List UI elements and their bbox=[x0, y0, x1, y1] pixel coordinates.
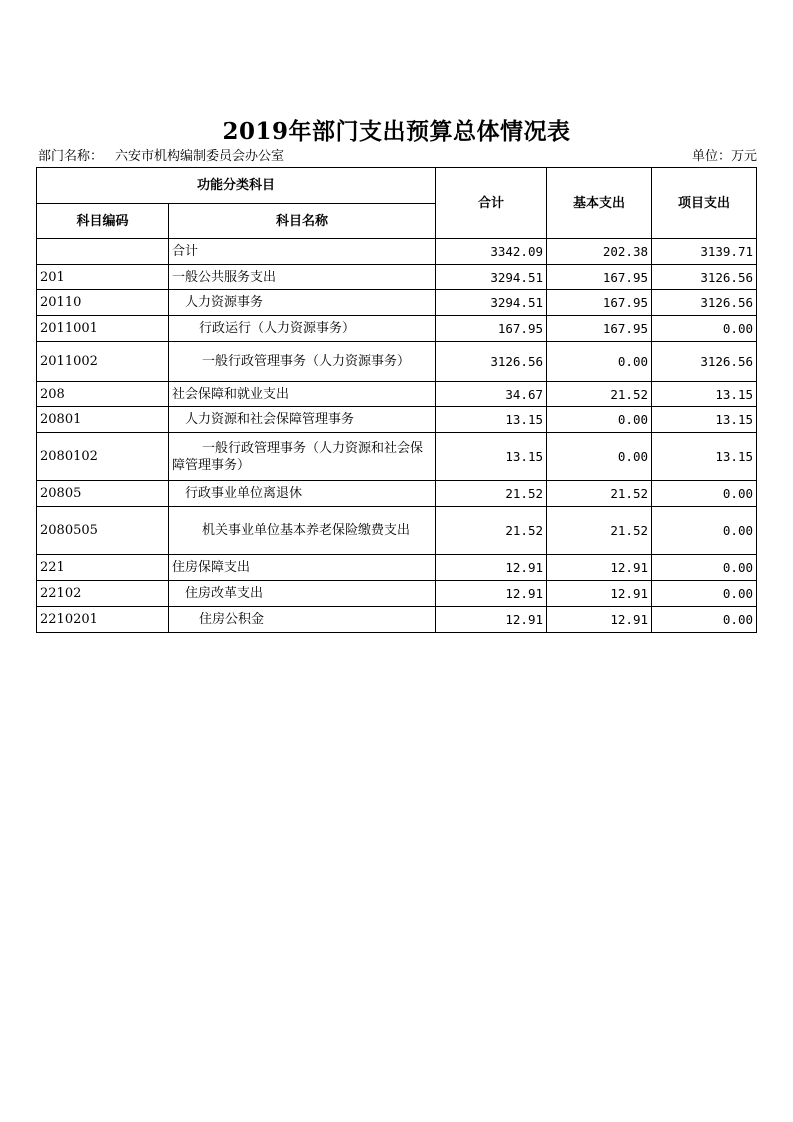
subject-code-cell: 2011001 bbox=[37, 316, 169, 342]
table-row bbox=[37, 407, 757, 433]
subject-code-cell: 2080102 bbox=[37, 433, 169, 481]
basic-expenditure-cell: 0.00 bbox=[547, 407, 652, 433]
project-expenditure-cell: 13.15 bbox=[652, 407, 757, 433]
total-cell: 13.15 bbox=[436, 407, 547, 433]
project-expenditure-cell: 13.15 bbox=[652, 382, 757, 407]
table-row bbox=[37, 481, 757, 507]
basic-expenditure-cell: 0.00 bbox=[547, 342, 652, 382]
project-expenditure-cell: 3139.71 bbox=[652, 239, 757, 265]
unit-label: 单位：万元 bbox=[691, 149, 757, 164]
project-expenditure-cell: 3126.56 bbox=[652, 290, 757, 316]
project-expenditure-cell: 0.00 bbox=[652, 481, 757, 507]
subject-code-cell: 221 bbox=[37, 555, 169, 581]
subject-name-cell: 一般公共服务支出 bbox=[169, 265, 436, 290]
basic-expenditure-cell: 21.52 bbox=[547, 382, 652, 407]
basic-expenditure-cell: 202.38 bbox=[547, 239, 652, 265]
basic-expenditure-cell: 21.52 bbox=[547, 507, 652, 555]
subject-name-cell: 社会保障和就业支出 bbox=[169, 382, 436, 407]
header-subject-name: 科目名称 bbox=[169, 204, 436, 239]
basic-expenditure-cell: 0.00 bbox=[547, 433, 652, 481]
department-name: 六安市机构编制委员会办公室 bbox=[115, 149, 285, 164]
basic-expenditure-cell: 167.95 bbox=[547, 290, 652, 316]
project-expenditure-cell: 0.00 bbox=[652, 555, 757, 581]
total-cell: 12.91 bbox=[436, 607, 547, 633]
table-row bbox=[37, 239, 757, 265]
total-cell: 3342.09 bbox=[436, 239, 547, 265]
table-row bbox=[37, 507, 757, 555]
header-basic-expenditure: 基本支出 bbox=[547, 168, 652, 239]
table-row bbox=[37, 342, 757, 382]
project-expenditure-cell: 3126.56 bbox=[652, 265, 757, 290]
subject-code-cell: 20801 bbox=[37, 407, 169, 433]
subject-name-cell: 人力资源事务 bbox=[169, 290, 436, 316]
subject-name-cell: 行政运行（人力资源事务） bbox=[169, 316, 436, 342]
total-cell: 167.95 bbox=[436, 316, 547, 342]
subject-code-cell: 2080505 bbox=[37, 507, 169, 555]
table-row bbox=[37, 316, 757, 342]
table-row bbox=[37, 433, 757, 481]
subject-code-cell: 20110 bbox=[37, 290, 169, 316]
project-expenditure-cell: 0.00 bbox=[652, 316, 757, 342]
total-cell: 3294.51 bbox=[436, 265, 547, 290]
total-cell: 12.91 bbox=[436, 555, 547, 581]
basic-expenditure-cell: 167.95 bbox=[547, 316, 652, 342]
subject-code-cell: 2011002 bbox=[37, 342, 169, 382]
basic-expenditure-cell: 167.95 bbox=[547, 265, 652, 290]
subject-code-cell bbox=[37, 239, 169, 265]
subject-name-cell: 行政事业单位离退休 bbox=[169, 481, 436, 507]
subject-name-cell: 住房改革支出 bbox=[169, 581, 436, 607]
department-line bbox=[38, 149, 284, 165]
header-project-expenditure: 项目支出 bbox=[652, 168, 757, 239]
basic-expenditure-cell: 21.52 bbox=[547, 481, 652, 507]
page-title: 2019年部门支出预算总体情况表 bbox=[222, 118, 571, 145]
table-row bbox=[37, 581, 757, 607]
subject-name-cell: 住房公积金 bbox=[169, 607, 436, 633]
header-subject-code: 科目编码 bbox=[37, 204, 169, 239]
total-cell: 3126.56 bbox=[436, 342, 547, 382]
subject-name-cell: 住房保障支出 bbox=[169, 555, 436, 581]
total-cell: 34.67 bbox=[436, 382, 547, 407]
header-function-category: 功能分类科目 bbox=[37, 168, 436, 204]
basic-expenditure-cell: 12.91 bbox=[547, 581, 652, 607]
subject-name-cell: 合计 bbox=[169, 239, 436, 265]
project-expenditure-cell: 0.00 bbox=[652, 507, 757, 555]
basic-expenditure-cell: 12.91 bbox=[547, 555, 652, 581]
subject-code-cell: 20805 bbox=[37, 481, 169, 507]
project-expenditure-cell: 3126.56 bbox=[652, 342, 757, 382]
subject-name-cell: 一般行政管理事务（人力资源事务） bbox=[169, 342, 436, 382]
subject-code-cell: 201 bbox=[37, 265, 169, 290]
subject-code-cell: 208 bbox=[37, 382, 169, 407]
basic-expenditure-cell: 12.91 bbox=[547, 607, 652, 633]
total-cell: 13.15 bbox=[436, 433, 547, 481]
project-expenditure-cell: 13.15 bbox=[652, 433, 757, 481]
total-cell: 3294.51 bbox=[436, 290, 547, 316]
subject-code-cell: 2210201 bbox=[37, 607, 169, 633]
table-row bbox=[37, 265, 757, 290]
table-row bbox=[37, 555, 757, 581]
subject-name-cell: 机关事业单位基本养老保险缴费支出 bbox=[169, 507, 436, 555]
project-expenditure-cell: 0.00 bbox=[652, 607, 757, 633]
total-cell: 12.91 bbox=[436, 581, 547, 607]
subject-name-cell: 一般行政管理事务（人力资源和社会保障管理事务） bbox=[169, 433, 436, 481]
department-label: 部门名称： bbox=[38, 149, 104, 164]
table-body bbox=[37, 239, 757, 633]
total-cell: 21.52 bbox=[436, 481, 547, 507]
budget-table bbox=[36, 167, 757, 633]
header-total: 合计 bbox=[436, 168, 547, 239]
project-expenditure-cell: 0.00 bbox=[652, 581, 757, 607]
subject-name-cell: 人力资源和社会保障管理事务 bbox=[169, 407, 436, 433]
subject-code-cell: 22102 bbox=[37, 581, 169, 607]
total-cell: 21.52 bbox=[436, 507, 547, 555]
table-row bbox=[37, 607, 757, 633]
table-row bbox=[37, 290, 757, 316]
table-row bbox=[37, 382, 757, 407]
